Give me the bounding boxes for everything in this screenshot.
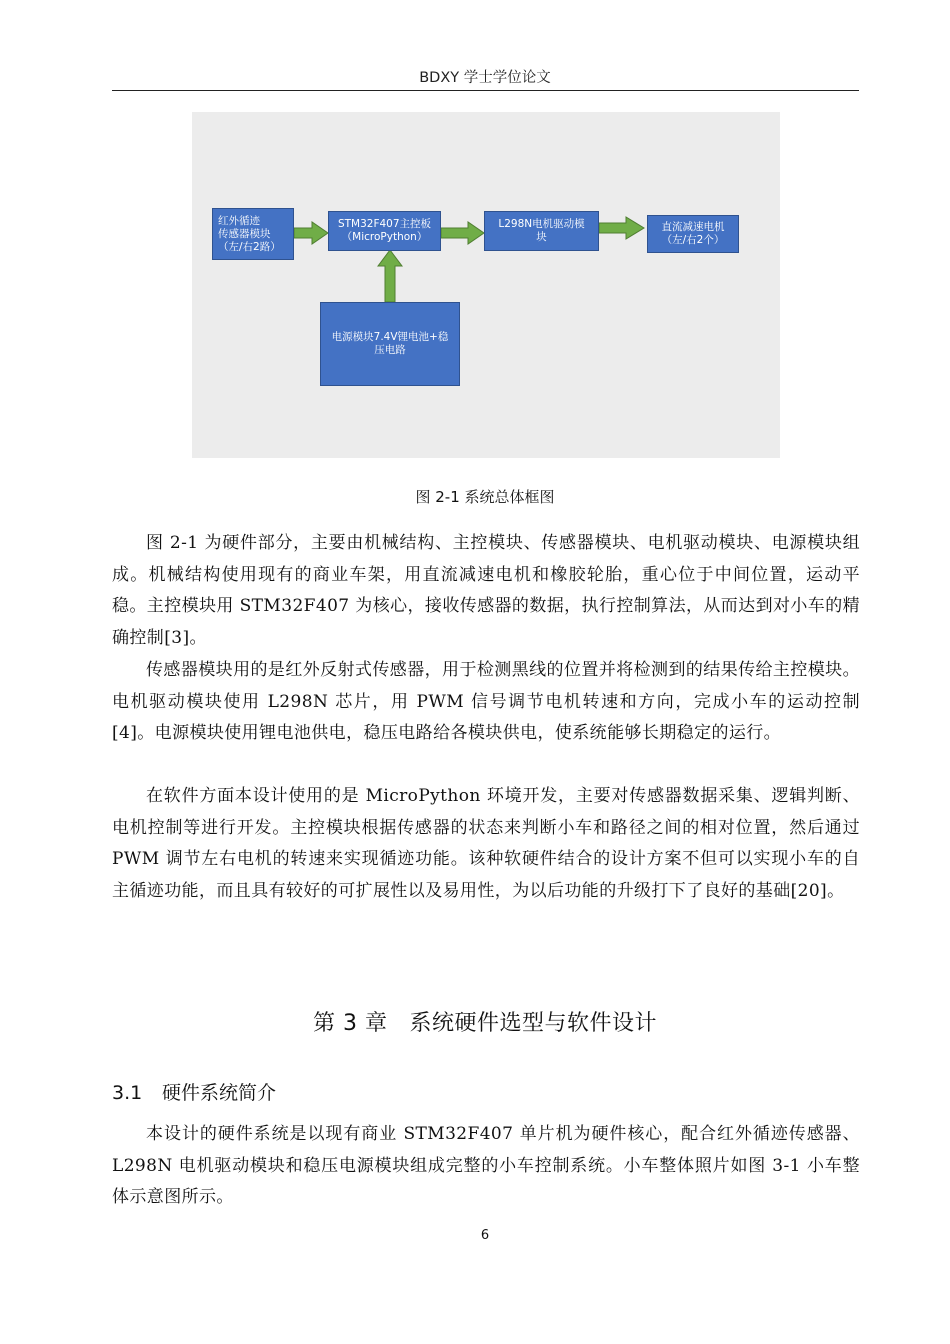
page-number: 6: [480, 1228, 490, 1243]
arrow-driver-to-motor: [599, 217, 644, 239]
system-block-diagram: [192, 112, 780, 458]
power-box-line-1: 电源模块7.4V锂电池+稳: [331, 331, 449, 343]
dc-motor-box: [647, 215, 739, 253]
chapter-title: 系统硬件选型与软件设计: [409, 1011, 657, 1036]
body-paragraph-1: 图 2-1 为硬件部分，主要由机械结构、主控模块、传感器模块、电机驱动模块、电源模块组成。机械结构使用现有的商业车架，用直流减速电机和橡胶轮胎，重心位于中间位置，运动平稳。主控模块用 STM32F407 为核心，接收传感器的数据，执行控制算法，从而达到对小车的精确控制[3]。: [112, 533, 860, 648]
section-number: 3.1: [112, 1082, 143, 1104]
arrow-mcu-to-driver: [441, 222, 484, 244]
mcu-box-line-1: STM32F407主控板: [337, 218, 432, 230]
section-title: 硬件系统简介: [162, 1082, 277, 1104]
motor-driver-box: [484, 211, 599, 251]
mcu-box: [328, 211, 441, 251]
driver-box-line-1: L298N电机驱动模: [498, 218, 585, 230]
section-paragraph: 本设计的硬件系统是以现有商业 STM32F407 单片机为硬件核心，配合红外循迹传感器、L298N 电机驱动模块和稳压电源模块组成完整的小车控制系统。小车整体照片如图 3-1 小车整体示意图所示。: [112, 1124, 860, 1207]
diagram-arrows: [192, 112, 780, 458]
page-header: BDXY 学士学位论文: [419, 70, 551, 86]
driver-box-line-2: 块: [536, 231, 547, 243]
sensor-module-box: [212, 208, 294, 260]
motor-box-line-1: 直流减速电机: [661, 221, 725, 233]
sensor-box-line-2: 传感器模块: [218, 227, 271, 240]
section-heading: [112, 1078, 276, 1105]
arrow-sensor-to-mcu: [294, 222, 328, 244]
header-rule: [112, 90, 859, 91]
sensor-box-line-1: 红外循迹: [218, 214, 260, 227]
power-module-box: [320, 302, 460, 386]
body-paragraph-2: 传感器模块用的是红外反射式传感器，用于检测黑线的位置并将检测到的结果传给主控模块。电机驱动模块使用 L298N 芯片，用 PWM 信号调节电机转速和方向，完成小车的运动控制[4]。电源模块使用锂电池供电，稳压电路给各模块供电，使系统能够长期稳定的运行。: [112, 660, 860, 743]
arrow-power-to-mcu: [378, 250, 402, 302]
chapter-number: 第 3 章: [313, 1011, 388, 1036]
figure-caption: 图 2-1 系统总体框图: [415, 488, 555, 506]
sensor-box-line-3: （左/右2路）: [218, 240, 281, 253]
motor-box-line-2: （左/右2个）: [661, 234, 725, 246]
body-paragraph-3: 在软件方面本设计使用的是 MicroPython 环境开发，主要对传感器数据采集、逻辑判断、电机控制等进行开发。主控模块根据传感器的状态来判断小车和路径之间的相对位置，然后通过 PWM 调节左右电机的转速来实现循迹功能。该种软硬件结合的设计方案不但可以实现小车的自主循迹功能，而且具有较好的可扩展性以及易用性，为以后功能的升级打下了良好的基础[20]。: [112, 786, 860, 901]
power-box-line-2: 压电路: [374, 344, 406, 356]
mcu-box-line-2: （MicroPython）: [341, 231, 428, 243]
chapter-heading: [112, 1006, 858, 1037]
